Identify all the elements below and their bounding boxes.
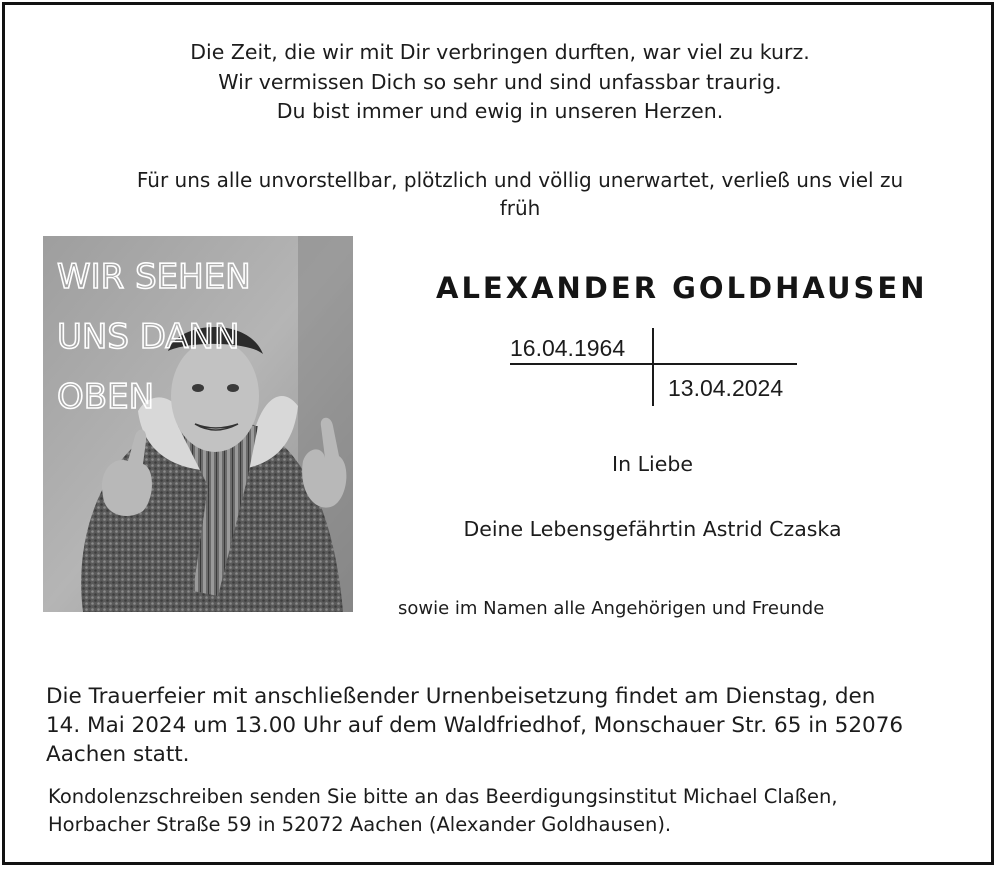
date-divider-vertical	[652, 328, 654, 406]
photo-caption-2: UNS DANN	[57, 317, 240, 357]
intro-line-1: Für uns alle unvorstellbar, plötzlich und völlig unerwartet, verließ uns viel zu	[136, 168, 904, 192]
photo-caption-1: WIR SEHEN	[57, 257, 251, 297]
deceased-name: ALEXANDER GOLDHAUSEN	[436, 271, 928, 305]
death-date: 13.04.2024	[668, 375, 784, 401]
ceremony-line-2: 14. Mai 2024 um 13.00 Uhr auf dem Waldfriedhof, Monschauer Str. 65 in 52076	[46, 713, 904, 738]
birth-date: 16.04.1964	[510, 335, 626, 361]
condolence-line-2: Horbacher Straße 59 in 52072 Aachen (Alexander Goldhausen).	[48, 813, 672, 836]
ceremony-line-3: Aachen statt.	[46, 742, 190, 767]
intro-line-2: früh	[499, 196, 541, 220]
partner-name: Deine Lebensgefährtin Astrid Czaska	[463, 517, 842, 541]
poem-line-3: Du bist immer und ewig in unseren Herzen.	[276, 99, 724, 123]
portrait-illustration	[43, 236, 353, 612]
poem-line-2: Wir vermissen Dich so sehr und sind unfassbar traurig.	[218, 70, 782, 94]
family-note: sowie im Namen alle Angehörigen und Freunde	[398, 598, 825, 619]
photo-caption-3: OBEN	[57, 377, 155, 417]
portrait-photo	[43, 236, 353, 612]
poem-line-1: Die Zeit, die wir mit Dir verbringen durften, war viel zu kurz.	[190, 40, 810, 64]
ceremony-line-1: Die Trauerfeier mit anschließender Urnenbeisetzung findet am Dienstag, den	[46, 684, 876, 709]
condolence-line-1: Kondolenzschreiben senden Sie bitte an das Beerdigungsinstitut Michael Claßen,	[48, 785, 838, 808]
greeting: In Liebe	[612, 452, 693, 476]
